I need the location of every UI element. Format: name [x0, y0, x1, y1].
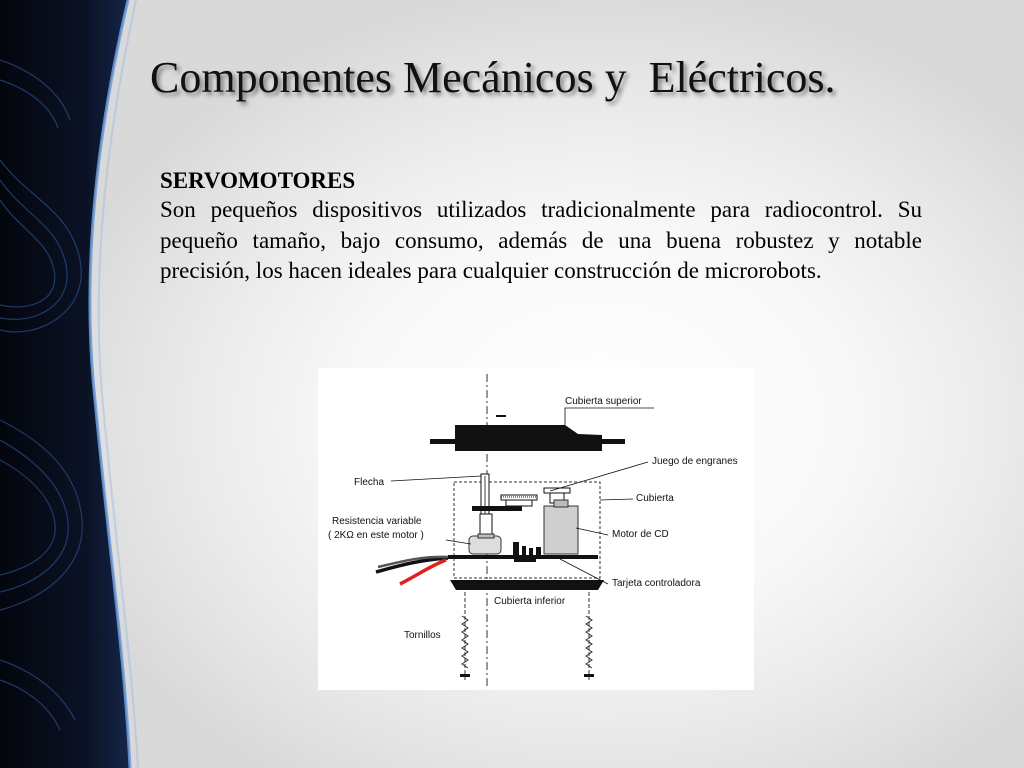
label-variable-resistor: Resistencia variable [332, 516, 422, 527]
label-gear-set: Juego de engranes [652, 456, 738, 467]
section-heading: SERVOMOTORES [160, 168, 356, 193]
label-top-cover: Cubierta superior [565, 396, 642, 407]
servo-diagram [318, 368, 754, 690]
content-block [160, 166, 922, 287]
label-screws: Tornillos [404, 630, 441, 641]
label-control-board: Tarjeta controladora [612, 578, 701, 589]
label-variable-resistor-value: ( 2KΩ en este motor ) [328, 530, 424, 541]
section-body-text: Son pequeños dispositivos utilizados tradicionalmente para radiocontrol. Su pequeño tamaño, bajo consumo, además de una buena robustez y notable precisión, los hacen ideales para cualquier construcción de microrobots. [160, 197, 922, 283]
label-dc-motor: Motor de CD [612, 529, 669, 540]
dc-motor-part [544, 500, 578, 554]
slide-title: Componentes Mecánicos y Eléctricos. [150, 53, 836, 102]
bottom-cover-part [450, 580, 604, 590]
variable-resistor-part [469, 534, 501, 554]
wires-part [376, 557, 448, 584]
label-case: Cubierta [636, 493, 674, 504]
label-shaft: Flecha [354, 477, 385, 488]
label-bottom-cover: Cubierta inferior [494, 596, 566, 607]
top-cover-part [430, 416, 625, 451]
decorative-side-band [0, 0, 150, 768]
